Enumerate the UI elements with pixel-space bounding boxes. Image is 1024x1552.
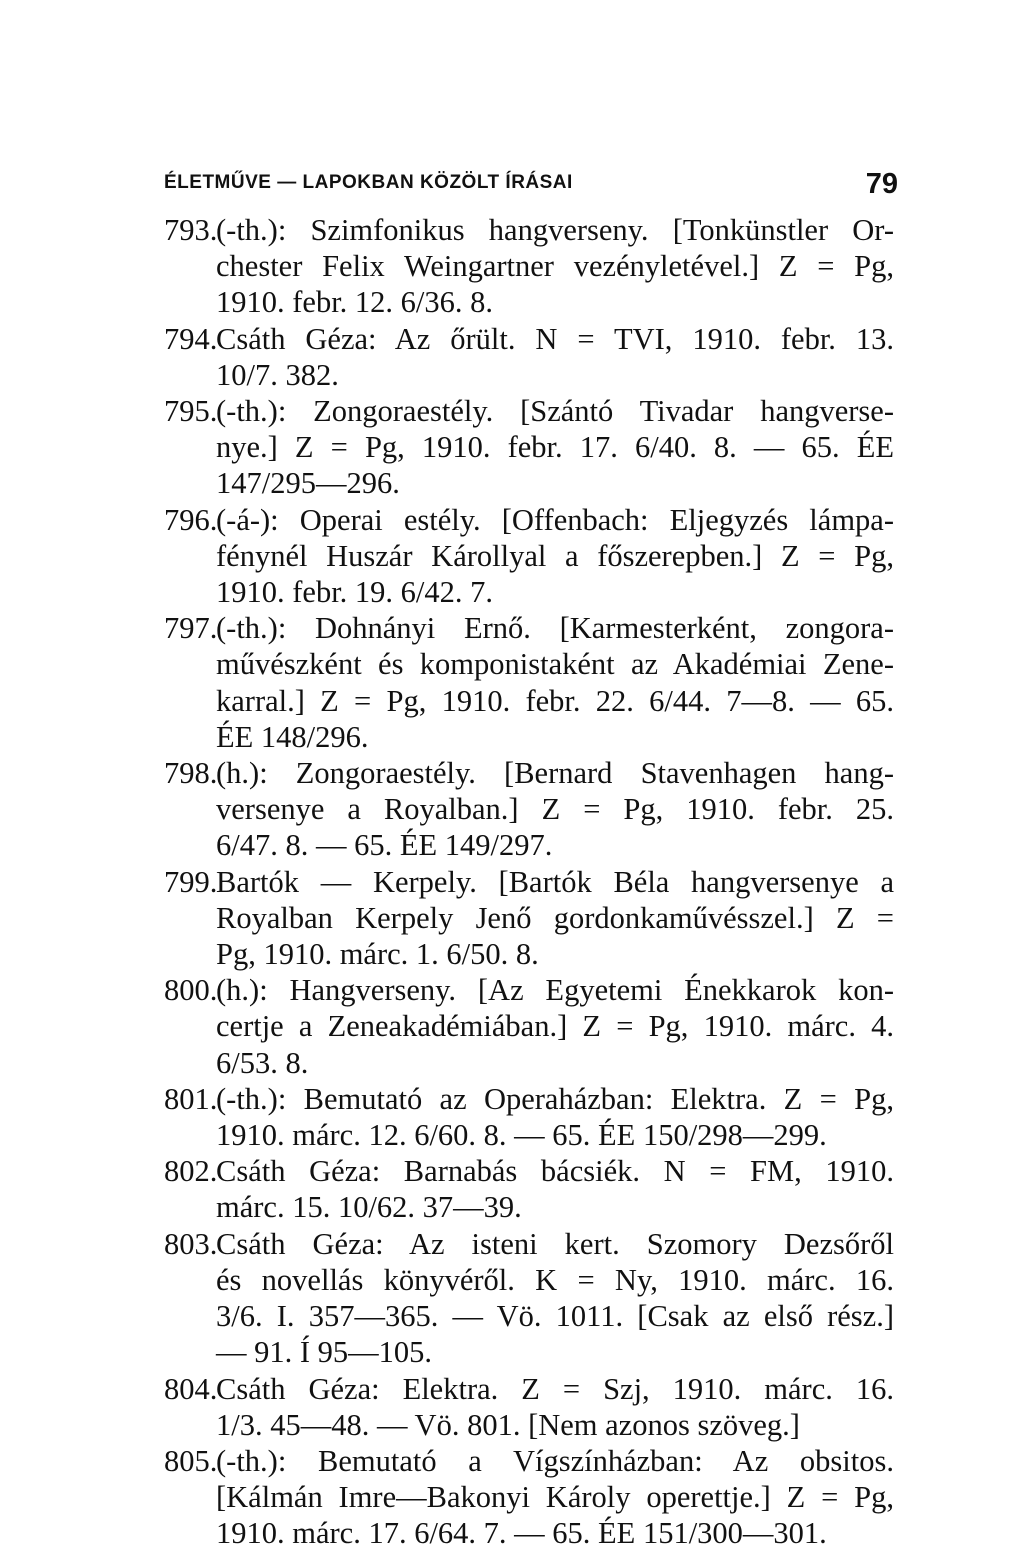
entry-number: 799.	[164, 864, 218, 899]
entry-line: nye.] Z = Pg, 1910. febr. 17. 6/40. 8. — 65. ÉE	[216, 430, 894, 465]
running-title: ÉLETMŰVE — LAPOKBAN KÖZÖLT ÍRÁSAI	[164, 172, 573, 193]
entry-text	[216, 755, 894, 864]
bibliography-entry	[164, 393, 894, 502]
entry-line: 6/53. 8.	[216, 1045, 309, 1080]
entry-text	[216, 1443, 894, 1552]
entry-line: 1910. márc. 12. 6/60. 8. — 65. ÉE 150/298—299.	[216, 1118, 827, 1153]
entry-line: versenye a Royalban.] Z = Pg, 1910. febr. 25.	[216, 792, 894, 827]
entry-text	[216, 610, 894, 755]
entry-line: 1910. febr. 12. 6/36. 8.	[216, 285, 494, 320]
bibliography-list	[164, 212, 894, 1552]
entry-number: 796.	[164, 502, 218, 537]
entry-text	[216, 212, 894, 321]
entry-line: (-á-): Operai estély. [Offenbach: Eljegyzés lámpa-	[216, 502, 894, 537]
entry-number: 800.	[164, 973, 218, 1008]
entry-line: Csáth Géza: Elektra. Z = Szj, 1910. márc. 16.	[216, 1371, 894, 1406]
entry-text	[216, 972, 894, 1081]
bibliography-entry	[164, 864, 894, 973]
entry-line: Csáth Géza: Az őrült. N = TVI, 1910. febr. 13.	[216, 321, 894, 356]
entry-line: 3/6. I. 357—365. — Vö. 1011. [Csak az első rész.]	[216, 1299, 894, 1334]
entry-text	[216, 1371, 894, 1443]
entry-line: 6/47. 8. — 65. ÉE 149/297.	[216, 828, 553, 863]
entry-line: Csáth Géza: Az isteni kert. Szomory Dezsőről	[216, 1226, 894, 1261]
entry-line: (h.): Hangverseny. [Az Egyetemi Énekkarok kon-	[216, 973, 894, 1008]
entry-number: 802.	[164, 1154, 218, 1189]
entry-number: 795.	[164, 394, 218, 429]
entry-line: (-th.): Zongoraestély. [Szántó Tivadar hangverse-	[216, 394, 894, 429]
entry-line: (-th.): Bemutató a Vígszínházban: Az obsitos.	[216, 1443, 894, 1478]
bibliography-entry	[164, 1443, 894, 1552]
entry-number: 805.	[164, 1443, 218, 1478]
bibliography-entry	[164, 1371, 894, 1443]
bibliography-entry	[164, 321, 894, 393]
bibliography-entry	[164, 610, 894, 755]
running-head	[164, 168, 900, 208]
entry-line: (h.): Zongoraestély. [Bernard Stavenhagen hang-	[216, 756, 894, 791]
entry-number: 804.	[164, 1371, 218, 1406]
entry-line: fénynél Huszár Károllyal a főszerepben.] Z = Pg,	[216, 538, 894, 573]
entry-number: 793.	[164, 213, 218, 247]
entry-number: 801.	[164, 1081, 218, 1116]
entry-line: 1910. febr. 19. 6/42. 7.	[216, 575, 494, 610]
entry-line: 1910. márc. 17. 6/64. 7. — 65. ÉE 151/300—301.	[216, 1516, 827, 1551]
bibliography-entry	[164, 212, 894, 321]
entry-line: Csáth Géza: Barnabás bácsiék. N = FM, 1910.	[216, 1154, 894, 1189]
entry-line: és novellás könyvéről. K = Ny, 1910. márc. 16.	[216, 1262, 894, 1297]
bibliography-entry	[164, 1153, 894, 1225]
entry-text	[216, 1081, 894, 1153]
bibliography-entry	[164, 1226, 894, 1371]
entry-line: [Kálmán Imre—Bakonyi Károly operettje.] Z = Pg,	[216, 1480, 894, 1515]
entry-line: chester Felix Weingartner vezényletével.] Z = Pg,	[216, 249, 894, 284]
bibliography-entry	[164, 972, 894, 1081]
bibliography-entry	[164, 1081, 894, 1153]
entry-text	[216, 1226, 894, 1371]
entry-line: Royalban Kerpely Jenő gordonkaművésszel.] Z =	[216, 900, 894, 935]
entry-line: (-th.): Bemutató az Operaházban: Elektra. Z = Pg,	[216, 1081, 894, 1116]
entry-line: (-th.): Szimfonikus hangverseny. [Tonkünstler Or-	[216, 213, 894, 247]
entry-line: Pg, 1910. márc. 1. 6/50. 8.	[216, 937, 539, 972]
entry-line: certje a Zeneakadémiában.] Z = Pg, 1910. márc. 4.	[216, 1009, 894, 1044]
entry-text	[216, 502, 894, 611]
entry-number: 798.	[164, 756, 218, 791]
entry-line: 147/295—296.	[216, 466, 400, 501]
entry-line: (-th.): Dohnányi Ernő. [Karmesterként, zongora-	[216, 611, 894, 646]
entry-text	[216, 1153, 894, 1225]
entry-line: márc. 15. 10/62. 37—39.	[216, 1190, 522, 1225]
entry-text	[216, 864, 894, 973]
bibliography-entry	[164, 755, 894, 864]
entry-line: karral.] Z = Pg, 1910. febr. 22. 6/44. 7—8. — 65.	[216, 683, 894, 718]
bibliography-entry	[164, 502, 894, 611]
entry-line: Bartók — Kerpely. [Bartók Béla hangversenye a	[216, 864, 894, 899]
entry-text	[216, 393, 894, 502]
page-number: 79	[865, 168, 898, 200]
entry-line: ÉE 148/296.	[216, 719, 369, 754]
entry-line: művészként és komponistaként az Akadémiai Zene-	[216, 647, 894, 682]
entry-number: 803.	[164, 1226, 218, 1261]
entry-number: 794.	[164, 321, 218, 356]
entry-number: 797.	[164, 611, 218, 646]
entry-line: 1/3. 45—48. — Vö. 801. [Nem azonos szöveg.]	[216, 1407, 800, 1442]
entry-line: 10/7. 382.	[216, 357, 339, 392]
entry-line: — 91. Í 95—105.	[216, 1335, 433, 1370]
entry-text	[216, 321, 894, 393]
